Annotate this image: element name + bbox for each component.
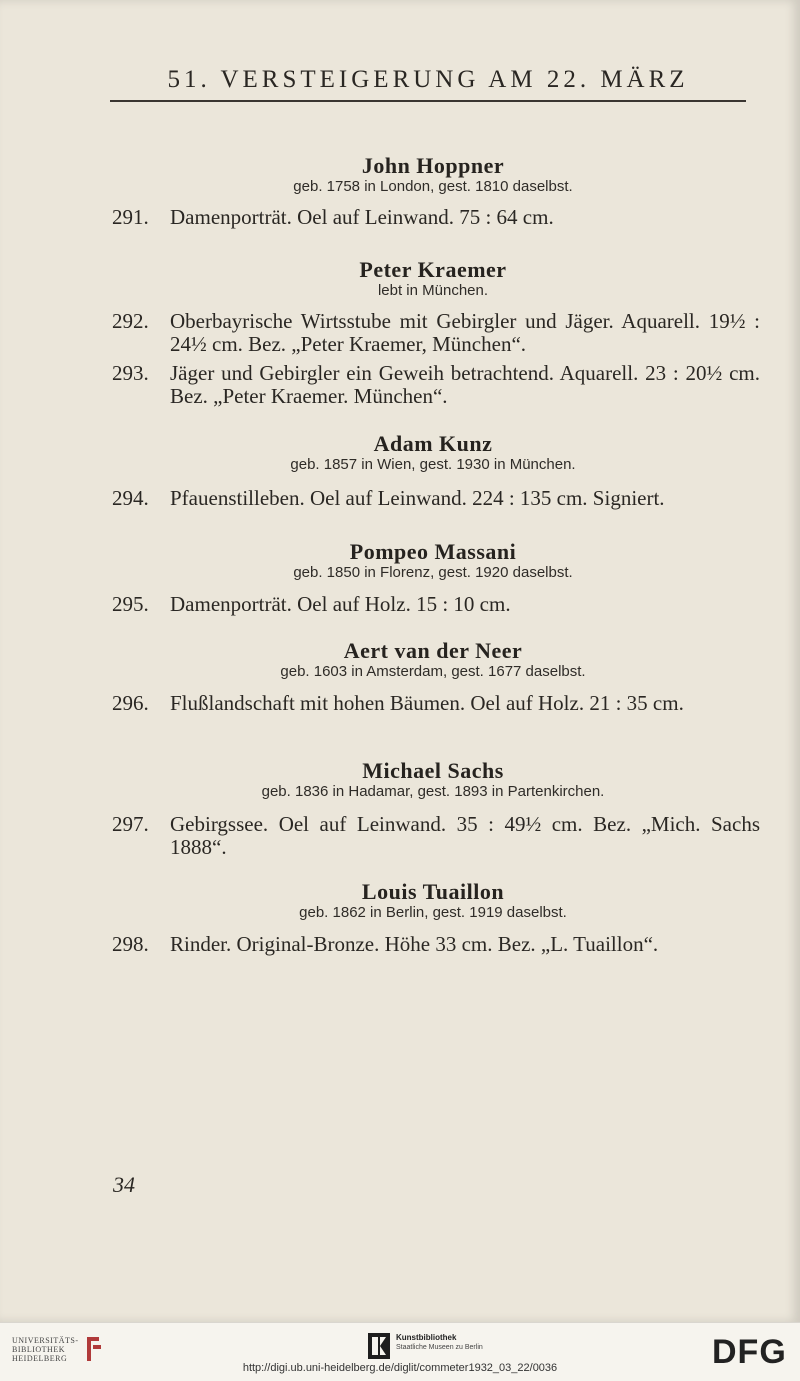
lot-entry [112,487,760,510]
lot-description: Gebirgssee. Oel auf Leinwand. 35 : 49½ cm. Bez. „Mich. Sachs 1888“. [170,812,760,859]
kunstbibliothek-logo[interactable] [368,1333,483,1359]
lot-number: 298. [112,932,149,956]
artist-bio: geb. 1857 in Wien, gest. 1930 in München. [290,456,576,473]
artist-bio: geb. 1850 in Florenz, gest. 1920 daselbst. [293,564,573,581]
lot-description: Pfauenstilleben. Oel auf Leinwand. 224 : 135 cm. Signiert. [170,486,665,510]
page-number: 34 [113,1172,135,1197]
artist-bio: lebt in München. [377,282,489,299]
artist-name: Pompeo Massani [349,539,517,564]
dfg-logo[interactable]: DFG [712,1333,787,1371]
artist-name: Louis Tuaillon [361,879,505,904]
university-library-name: UNIVERSITÄTS- BIBLIOTHEK HEIDELBERG [12,1335,79,1363]
artist-bio: geb. 1758 in London, gest. 1810 daselbst. [293,178,573,195]
lot-number: 297. [112,812,149,836]
lot-number: 291. [112,205,149,229]
artist-name: Michael Sachs [362,758,504,783]
artist-heading [110,154,756,196]
artist-heading [110,880,756,922]
source-url[interactable]: http://digi.ub.uni-heidelberg.de/diglit/commeter1932_03_22/0036 [242,1362,558,1374]
lot-description: Oberbayrische Wirtsstube mit Gebirgler und Jäger. Aquarell. 19½ : 24½ cm. Bez. „Peter Kraemer, München“. [170,309,760,356]
lot-number: 295. [112,592,149,616]
lot-entry [112,362,760,408]
lot-description: Damenporträt. Oel auf Leinwand. 75 : 64 cm. [170,205,554,229]
lot-number: 294. [112,486,149,510]
artist-name: Aert van der Neer [343,638,523,663]
artist-heading [110,258,756,300]
kunstbibliothek-name: Kunstbibliothek [396,1333,457,1342]
lot-entry [112,310,760,356]
artist-heading [110,639,756,681]
lot-description: Rinder. Original-Bronze. Höhe 33 cm. Bez. „L. Tuaillon“. [170,932,659,956]
artist-name: Peter Kraemer [359,257,507,282]
university-library-logo[interactable] [12,1335,103,1363]
lot-number: 292. [112,309,149,333]
lot-entry [112,593,760,616]
university-seal-icon [83,1335,103,1363]
lot-description: Damenporträt. Oel auf Holz. 15 : 10 cm. [170,592,511,616]
artist-bio: geb. 1862 in Berlin, gest. 1919 daselbst. [299,904,567,921]
artist-name: John Hoppner [361,153,505,178]
lot-entry [112,933,760,956]
artist-bio: geb. 1836 in Hadamar, gest. 1893 in Partenkirchen. [261,783,605,800]
kunstbibliothek-subtitle: Staatliche Museen zu Berlin [396,1344,483,1351]
artist-heading [110,432,756,474]
lot-entry [112,813,760,859]
lot-entry [112,692,760,715]
artist-heading [110,759,756,801]
lot-entry [112,206,760,229]
artist-name: Adam Kunz [373,431,493,456]
running-header: 51. VERSTEIGERUNG AM 22. MÄRZ [167,66,689,93]
lot-number: 296. [112,691,149,715]
lot-description: Jäger und Gebirgler ein Geweih betrachtend. Aquarell. 23 : 20½ cm. Bez. „Peter Kraemer. München“. [170,361,760,408]
lot-number: 293. [112,361,149,385]
artist-heading [110,540,756,582]
lot-description: Flußlandschaft mit hohen Bäumen. Oel auf Holz. 21 : 35 cm. [170,691,684,715]
header-rule [110,100,746,102]
artist-bio: geb. 1603 in Amsterdam, gest. 1677 daselbst. [280,663,586,680]
kunstbibliothek-mark-icon [368,1333,390,1359]
